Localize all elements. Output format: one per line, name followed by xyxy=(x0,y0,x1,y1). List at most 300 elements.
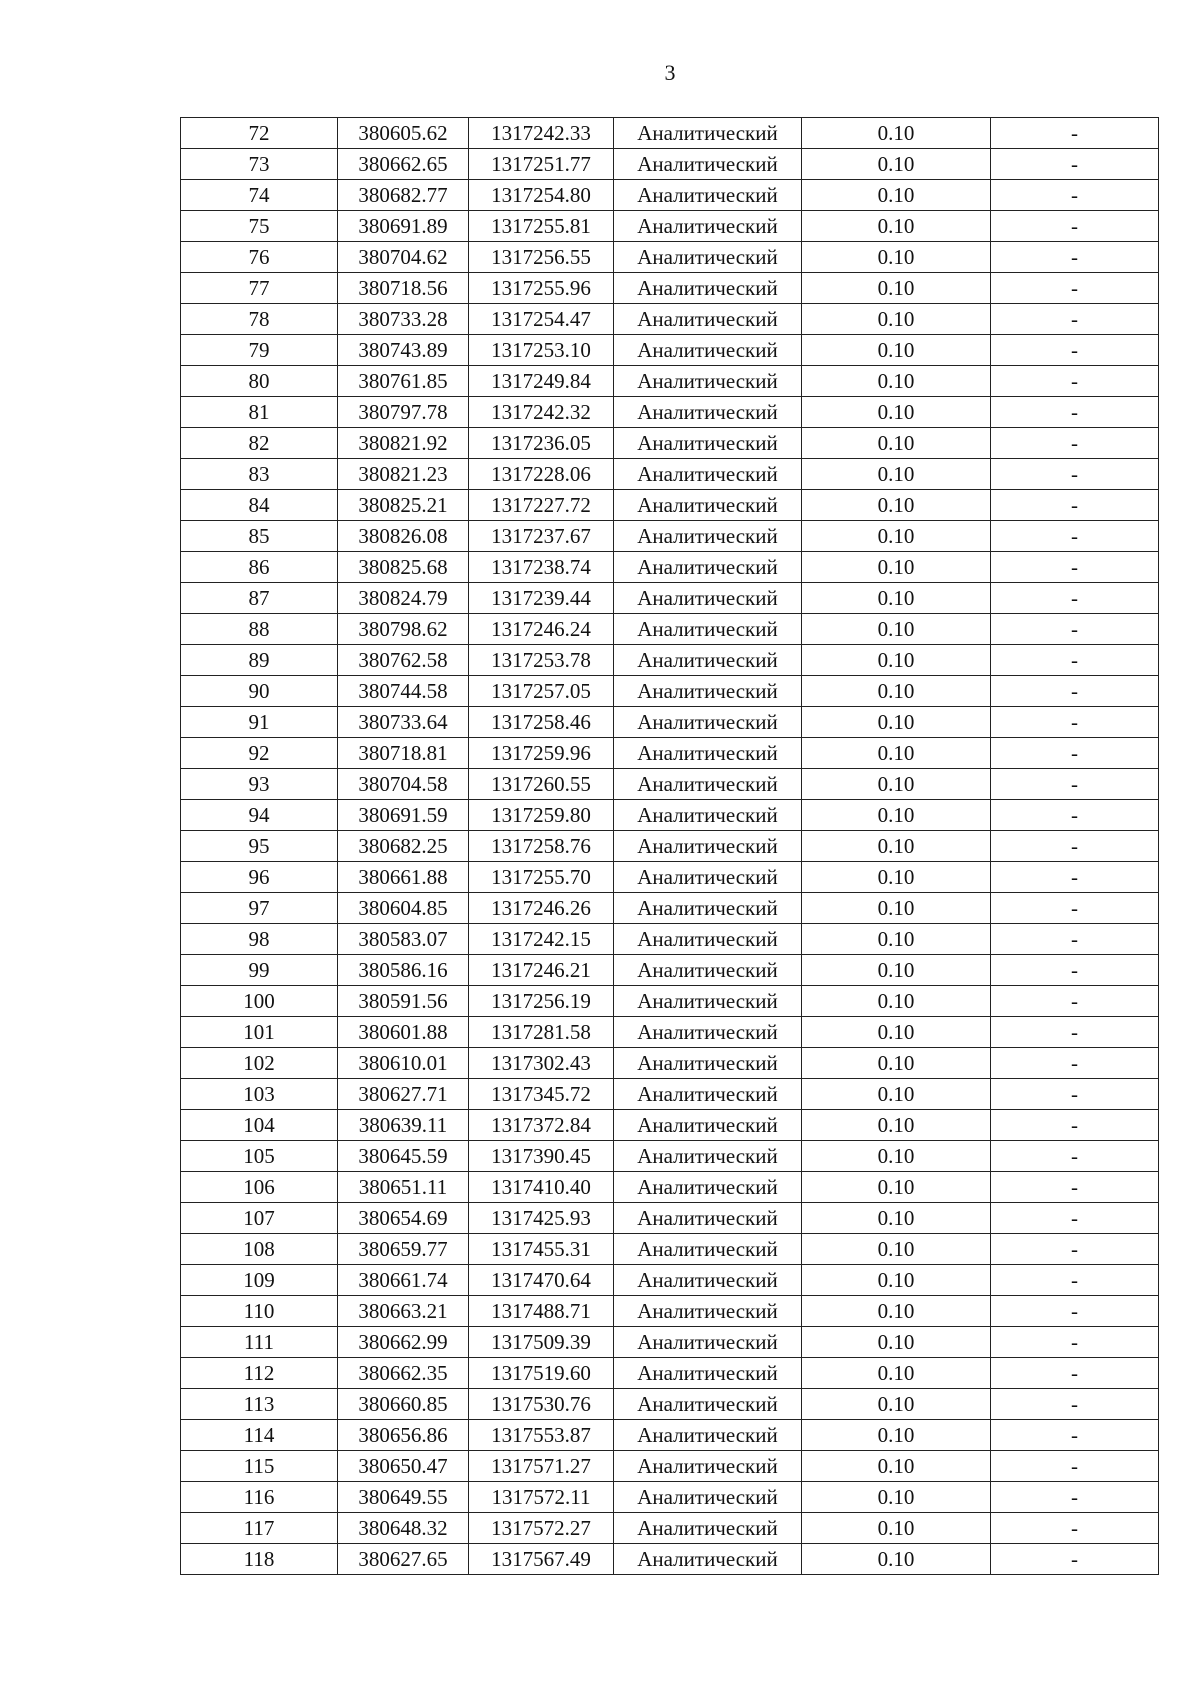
x-coordinate-cell: 380704.58 xyxy=(338,769,469,800)
point-number-cell: 80 xyxy=(181,366,338,397)
table-row xyxy=(181,862,1159,893)
method-cell: Аналитический xyxy=(614,924,802,955)
point-number-cell: 107 xyxy=(181,1203,338,1234)
method-cell: Аналитический xyxy=(614,1296,802,1327)
table-row xyxy=(181,366,1159,397)
point-number-cell: 84 xyxy=(181,490,338,521)
table-row xyxy=(181,800,1159,831)
accuracy-cell: 0.10 xyxy=(802,862,991,893)
y-coordinate-cell: 1317553.87 xyxy=(469,1420,614,1451)
accuracy-cell: 0.10 xyxy=(802,1389,991,1420)
table-row xyxy=(181,149,1159,180)
accuracy-cell: 0.10 xyxy=(802,955,991,986)
note-cell: - xyxy=(991,583,1159,614)
x-coordinate-cell: 380733.64 xyxy=(338,707,469,738)
accuracy-cell: 0.10 xyxy=(802,180,991,211)
y-coordinate-cell: 1317410.40 xyxy=(469,1172,614,1203)
y-coordinate-cell: 1317253.10 xyxy=(469,335,614,366)
x-coordinate-cell: 380649.55 xyxy=(338,1482,469,1513)
method-cell: Аналитический xyxy=(614,459,802,490)
point-number-cell: 88 xyxy=(181,614,338,645)
method-cell: Аналитический xyxy=(614,366,802,397)
point-number-cell: 97 xyxy=(181,893,338,924)
y-coordinate-cell: 1317345.72 xyxy=(469,1079,614,1110)
x-coordinate-cell: 380654.69 xyxy=(338,1203,469,1234)
note-cell: - xyxy=(991,552,1159,583)
note-cell: - xyxy=(991,1482,1159,1513)
note-cell: - xyxy=(991,1420,1159,1451)
accuracy-cell: 0.10 xyxy=(802,1296,991,1327)
accuracy-cell: 0.10 xyxy=(802,1451,991,1482)
method-cell: Аналитический xyxy=(614,1482,802,1513)
note-cell: - xyxy=(991,242,1159,273)
table-row xyxy=(181,1296,1159,1327)
y-coordinate-cell: 1317260.55 xyxy=(469,769,614,800)
point-number-cell: 77 xyxy=(181,273,338,304)
method-cell: Аналитический xyxy=(614,831,802,862)
table-row xyxy=(181,521,1159,552)
x-coordinate-cell: 380797.78 xyxy=(338,397,469,428)
table-row xyxy=(181,459,1159,490)
table-row xyxy=(181,1513,1159,1544)
point-number-cell: 91 xyxy=(181,707,338,738)
method-cell: Аналитический xyxy=(614,1234,802,1265)
accuracy-cell: 0.10 xyxy=(802,1048,991,1079)
accuracy-cell: 0.10 xyxy=(802,335,991,366)
note-cell: - xyxy=(991,118,1159,149)
table-row xyxy=(181,490,1159,521)
y-coordinate-cell: 1317256.19 xyxy=(469,986,614,1017)
y-coordinate-cell: 1317390.45 xyxy=(469,1141,614,1172)
y-coordinate-cell: 1317470.64 xyxy=(469,1265,614,1296)
x-coordinate-cell: 380639.11 xyxy=(338,1110,469,1141)
y-coordinate-cell: 1317372.84 xyxy=(469,1110,614,1141)
table-row xyxy=(181,1544,1159,1575)
accuracy-cell: 0.10 xyxy=(802,707,991,738)
accuracy-cell: 0.10 xyxy=(802,800,991,831)
x-coordinate-cell: 380648.32 xyxy=(338,1513,469,1544)
point-number-cell: 93 xyxy=(181,769,338,800)
table-row xyxy=(181,1141,1159,1172)
x-coordinate-cell: 380821.92 xyxy=(338,428,469,459)
point-number-cell: 86 xyxy=(181,552,338,583)
note-cell: - xyxy=(991,180,1159,211)
x-coordinate-cell: 380604.85 xyxy=(338,893,469,924)
note-cell: - xyxy=(991,366,1159,397)
method-cell: Аналитический xyxy=(614,1017,802,1048)
table-row xyxy=(181,1234,1159,1265)
point-number-cell: 73 xyxy=(181,149,338,180)
method-cell: Аналитический xyxy=(614,180,802,211)
x-coordinate-cell: 380583.07 xyxy=(338,924,469,955)
x-coordinate-cell: 380743.89 xyxy=(338,335,469,366)
method-cell: Аналитический xyxy=(614,1265,802,1296)
accuracy-cell: 0.10 xyxy=(802,924,991,955)
y-coordinate-cell: 1317258.46 xyxy=(469,707,614,738)
table-row xyxy=(181,707,1159,738)
x-coordinate-cell: 380650.47 xyxy=(338,1451,469,1482)
note-cell: - xyxy=(991,1079,1159,1110)
note-cell: - xyxy=(991,1513,1159,1544)
x-coordinate-cell: 380824.79 xyxy=(338,583,469,614)
method-cell: Аналитический xyxy=(614,521,802,552)
point-number-cell: 85 xyxy=(181,521,338,552)
table-row xyxy=(181,1327,1159,1358)
x-coordinate-cell: 380733.28 xyxy=(338,304,469,335)
y-coordinate-cell: 1317425.93 xyxy=(469,1203,614,1234)
y-coordinate-cell: 1317246.26 xyxy=(469,893,614,924)
table-row xyxy=(181,118,1159,149)
accuracy-cell: 0.10 xyxy=(802,583,991,614)
point-number-cell: 78 xyxy=(181,304,338,335)
method-cell: Аналитический xyxy=(614,1420,802,1451)
table-row xyxy=(181,676,1159,707)
x-coordinate-cell: 380661.88 xyxy=(338,862,469,893)
accuracy-cell: 0.10 xyxy=(802,831,991,862)
x-coordinate-cell: 380645.59 xyxy=(338,1141,469,1172)
point-number-cell: 99 xyxy=(181,955,338,986)
note-cell: - xyxy=(991,428,1159,459)
y-coordinate-cell: 1317246.24 xyxy=(469,614,614,645)
x-coordinate-cell: 380691.59 xyxy=(338,800,469,831)
y-coordinate-cell: 1317519.60 xyxy=(469,1358,614,1389)
note-cell: - xyxy=(991,521,1159,552)
x-coordinate-cell: 380718.81 xyxy=(338,738,469,769)
y-coordinate-cell: 1317242.33 xyxy=(469,118,614,149)
method-cell: Аналитический xyxy=(614,1048,802,1079)
accuracy-cell: 0.10 xyxy=(802,552,991,583)
note-cell: - xyxy=(991,1110,1159,1141)
x-coordinate-cell: 380656.86 xyxy=(338,1420,469,1451)
y-coordinate-cell: 1317455.31 xyxy=(469,1234,614,1265)
table-row xyxy=(181,211,1159,242)
table-row xyxy=(181,614,1159,645)
point-number-cell: 94 xyxy=(181,800,338,831)
y-coordinate-cell: 1317237.67 xyxy=(469,521,614,552)
table-row xyxy=(181,1265,1159,1296)
point-number-cell: 105 xyxy=(181,1141,338,1172)
table-row xyxy=(181,1048,1159,1079)
note-cell: - xyxy=(991,1451,1159,1482)
x-coordinate-cell: 380744.58 xyxy=(338,676,469,707)
x-coordinate-cell: 380825.68 xyxy=(338,552,469,583)
x-coordinate-cell: 380662.99 xyxy=(338,1327,469,1358)
note-cell: - xyxy=(991,397,1159,428)
x-coordinate-cell: 380610.01 xyxy=(338,1048,469,1079)
note-cell: - xyxy=(991,1048,1159,1079)
x-coordinate-cell: 380682.25 xyxy=(338,831,469,862)
method-cell: Аналитический xyxy=(614,583,802,614)
note-cell: - xyxy=(991,1172,1159,1203)
x-coordinate-cell: 380821.23 xyxy=(338,459,469,490)
table-row xyxy=(181,645,1159,676)
method-cell: Аналитический xyxy=(614,1358,802,1389)
y-coordinate-cell: 1317302.43 xyxy=(469,1048,614,1079)
y-coordinate-cell: 1317509.39 xyxy=(469,1327,614,1358)
accuracy-cell: 0.10 xyxy=(802,986,991,1017)
accuracy-cell: 0.10 xyxy=(802,1079,991,1110)
point-number-cell: 90 xyxy=(181,676,338,707)
point-number-cell: 115 xyxy=(181,1451,338,1482)
x-coordinate-cell: 380659.77 xyxy=(338,1234,469,1265)
table-row xyxy=(181,428,1159,459)
method-cell: Аналитический xyxy=(614,490,802,521)
note-cell: - xyxy=(991,1141,1159,1172)
table-row xyxy=(181,583,1159,614)
point-number-cell: 114 xyxy=(181,1420,338,1451)
note-cell: - xyxy=(991,707,1159,738)
table-row xyxy=(181,831,1159,862)
accuracy-cell: 0.10 xyxy=(802,1265,991,1296)
method-cell: Аналитический xyxy=(614,1327,802,1358)
accuracy-cell: 0.10 xyxy=(802,1544,991,1575)
x-coordinate-cell: 380662.65 xyxy=(338,149,469,180)
y-coordinate-cell: 1317254.80 xyxy=(469,180,614,211)
accuracy-cell: 0.10 xyxy=(802,1234,991,1265)
method-cell: Аналитический xyxy=(614,1172,802,1203)
accuracy-cell: 0.10 xyxy=(802,645,991,676)
table-row xyxy=(181,1482,1159,1513)
y-coordinate-cell: 1317254.47 xyxy=(469,304,614,335)
method-cell: Аналитический xyxy=(614,552,802,583)
x-coordinate-cell: 380682.77 xyxy=(338,180,469,211)
y-coordinate-cell: 1317572.11 xyxy=(469,1482,614,1513)
y-coordinate-cell: 1317246.21 xyxy=(469,955,614,986)
y-coordinate-cell: 1317227.72 xyxy=(469,490,614,521)
table-row xyxy=(181,397,1159,428)
note-cell: - xyxy=(991,800,1159,831)
method-cell: Аналитический xyxy=(614,1513,802,1544)
point-number-cell: 92 xyxy=(181,738,338,769)
method-cell: Аналитический xyxy=(614,304,802,335)
note-cell: - xyxy=(991,335,1159,366)
method-cell: Аналитический xyxy=(614,986,802,1017)
point-number-cell: 95 xyxy=(181,831,338,862)
note-cell: - xyxy=(991,304,1159,335)
table-row xyxy=(181,1358,1159,1389)
point-number-cell: 100 xyxy=(181,986,338,1017)
y-coordinate-cell: 1317258.76 xyxy=(469,831,614,862)
method-cell: Аналитический xyxy=(614,397,802,428)
note-cell: - xyxy=(991,1296,1159,1327)
method-cell: Аналитический xyxy=(614,614,802,645)
y-coordinate-cell: 1317238.74 xyxy=(469,552,614,583)
coordinates-table xyxy=(180,117,1159,1575)
accuracy-cell: 0.10 xyxy=(802,397,991,428)
method-cell: Аналитический xyxy=(614,1110,802,1141)
table-row xyxy=(181,986,1159,1017)
x-coordinate-cell: 380662.35 xyxy=(338,1358,469,1389)
note-cell: - xyxy=(991,614,1159,645)
note-cell: - xyxy=(991,459,1159,490)
y-coordinate-cell: 1317236.05 xyxy=(469,428,614,459)
table-row xyxy=(181,552,1159,583)
x-coordinate-cell: 380826.08 xyxy=(338,521,469,552)
y-coordinate-cell: 1317259.96 xyxy=(469,738,614,769)
note-cell: - xyxy=(991,676,1159,707)
method-cell: Аналитический xyxy=(614,1203,802,1234)
point-number-cell: 118 xyxy=(181,1544,338,1575)
table-row xyxy=(181,893,1159,924)
table-row xyxy=(181,1203,1159,1234)
point-number-cell: 117 xyxy=(181,1513,338,1544)
y-coordinate-cell: 1317530.76 xyxy=(469,1389,614,1420)
accuracy-cell: 0.10 xyxy=(802,521,991,552)
x-coordinate-cell: 380762.58 xyxy=(338,645,469,676)
method-cell: Аналитический xyxy=(614,1451,802,1482)
accuracy-cell: 0.10 xyxy=(802,149,991,180)
table-row xyxy=(181,924,1159,955)
x-coordinate-cell: 380586.16 xyxy=(338,955,469,986)
table-row xyxy=(181,769,1159,800)
note-cell: - xyxy=(991,1203,1159,1234)
x-coordinate-cell: 380601.88 xyxy=(338,1017,469,1048)
y-coordinate-cell: 1317255.81 xyxy=(469,211,614,242)
method-cell: Аналитический xyxy=(614,1389,802,1420)
x-coordinate-cell: 380663.21 xyxy=(338,1296,469,1327)
page-number: 3 xyxy=(664,60,676,85)
method-cell: Аналитический xyxy=(614,645,802,676)
accuracy-cell: 0.10 xyxy=(802,1110,991,1141)
accuracy-cell: 0.10 xyxy=(802,1203,991,1234)
accuracy-cell: 0.10 xyxy=(802,1141,991,1172)
point-number-cell: 72 xyxy=(181,118,338,149)
point-number-cell: 110 xyxy=(181,1296,338,1327)
y-coordinate-cell: 1317239.44 xyxy=(469,583,614,614)
point-number-cell: 81 xyxy=(181,397,338,428)
y-coordinate-cell: 1317253.78 xyxy=(469,645,614,676)
method-cell: Аналитический xyxy=(614,335,802,366)
table-row xyxy=(181,180,1159,211)
method-cell: Аналитический xyxy=(614,862,802,893)
y-coordinate-cell: 1317256.55 xyxy=(469,242,614,273)
x-coordinate-cell: 380761.85 xyxy=(338,366,469,397)
point-number-cell: 79 xyxy=(181,335,338,366)
note-cell: - xyxy=(991,986,1159,1017)
x-coordinate-cell: 380704.62 xyxy=(338,242,469,273)
accuracy-cell: 0.10 xyxy=(802,118,991,149)
method-cell: Аналитический xyxy=(614,273,802,304)
note-cell: - xyxy=(991,273,1159,304)
table-row xyxy=(181,335,1159,366)
accuracy-cell: 0.10 xyxy=(802,1358,991,1389)
y-coordinate-cell: 1317281.58 xyxy=(469,1017,614,1048)
point-number-cell: 106 xyxy=(181,1172,338,1203)
note-cell: - xyxy=(991,1544,1159,1575)
accuracy-cell: 0.10 xyxy=(802,614,991,645)
note-cell: - xyxy=(991,924,1159,955)
x-coordinate-cell: 380627.71 xyxy=(338,1079,469,1110)
y-coordinate-cell: 1317242.15 xyxy=(469,924,614,955)
method-cell: Аналитический xyxy=(614,428,802,459)
note-cell: - xyxy=(991,1389,1159,1420)
table-row xyxy=(181,1079,1159,1110)
method-cell: Аналитический xyxy=(614,1141,802,1172)
accuracy-cell: 0.10 xyxy=(802,893,991,924)
x-coordinate-cell: 380627.65 xyxy=(338,1544,469,1575)
x-coordinate-cell: 380660.85 xyxy=(338,1389,469,1420)
method-cell: Аналитический xyxy=(614,118,802,149)
table-row xyxy=(181,1017,1159,1048)
method-cell: Аналитический xyxy=(614,242,802,273)
point-number-cell: 83 xyxy=(181,459,338,490)
point-number-cell: 109 xyxy=(181,1265,338,1296)
method-cell: Аналитический xyxy=(614,1544,802,1575)
x-coordinate-cell: 380825.21 xyxy=(338,490,469,521)
table-row xyxy=(181,273,1159,304)
accuracy-cell: 0.10 xyxy=(802,273,991,304)
point-number-cell: 112 xyxy=(181,1358,338,1389)
note-cell: - xyxy=(991,149,1159,180)
accuracy-cell: 0.10 xyxy=(802,490,991,521)
note-cell: - xyxy=(991,893,1159,924)
accuracy-cell: 0.10 xyxy=(802,1172,991,1203)
table-row xyxy=(181,1451,1159,1482)
accuracy-cell: 0.10 xyxy=(802,1327,991,1358)
table-row xyxy=(181,1110,1159,1141)
table-body xyxy=(181,118,1159,1575)
x-coordinate-cell: 380591.56 xyxy=(338,986,469,1017)
method-cell: Аналитический xyxy=(614,893,802,924)
note-cell: - xyxy=(991,738,1159,769)
y-coordinate-cell: 1317488.71 xyxy=(469,1296,614,1327)
table-row xyxy=(181,955,1159,986)
table-row xyxy=(181,242,1159,273)
method-cell: Аналитический xyxy=(614,738,802,769)
point-number-cell: 101 xyxy=(181,1017,338,1048)
accuracy-cell: 0.10 xyxy=(802,242,991,273)
accuracy-cell: 0.10 xyxy=(802,428,991,459)
x-coordinate-cell: 380718.56 xyxy=(338,273,469,304)
point-number-cell: 82 xyxy=(181,428,338,459)
method-cell: Аналитический xyxy=(614,769,802,800)
accuracy-cell: 0.10 xyxy=(802,211,991,242)
point-number-cell: 89 xyxy=(181,645,338,676)
point-number-cell: 103 xyxy=(181,1079,338,1110)
x-coordinate-cell: 380651.11 xyxy=(338,1172,469,1203)
x-coordinate-cell: 380798.62 xyxy=(338,614,469,645)
note-cell: - xyxy=(991,1327,1159,1358)
y-coordinate-cell: 1317249.84 xyxy=(469,366,614,397)
note-cell: - xyxy=(991,831,1159,862)
note-cell: - xyxy=(991,1017,1159,1048)
point-number-cell: 96 xyxy=(181,862,338,893)
method-cell: Аналитический xyxy=(614,800,802,831)
y-coordinate-cell: 1317257.05 xyxy=(469,676,614,707)
accuracy-cell: 0.10 xyxy=(802,1513,991,1544)
accuracy-cell: 0.10 xyxy=(802,1017,991,1048)
y-coordinate-cell: 1317572.27 xyxy=(469,1513,614,1544)
note-cell: - xyxy=(991,211,1159,242)
accuracy-cell: 0.10 xyxy=(802,366,991,397)
point-number-cell: 111 xyxy=(181,1327,338,1358)
method-cell: Аналитический xyxy=(614,211,802,242)
y-coordinate-cell: 1317567.49 xyxy=(469,1544,614,1575)
table-row xyxy=(181,1389,1159,1420)
note-cell: - xyxy=(991,1265,1159,1296)
method-cell: Аналитический xyxy=(614,676,802,707)
accuracy-cell: 0.10 xyxy=(802,738,991,769)
point-number-cell: 98 xyxy=(181,924,338,955)
note-cell: - xyxy=(991,769,1159,800)
x-coordinate-cell: 380661.74 xyxy=(338,1265,469,1296)
point-number-cell: 102 xyxy=(181,1048,338,1079)
accuracy-cell: 0.10 xyxy=(802,1482,991,1513)
point-number-cell: 87 xyxy=(181,583,338,614)
y-coordinate-cell: 1317255.96 xyxy=(469,273,614,304)
accuracy-cell: 0.10 xyxy=(802,304,991,335)
note-cell: - xyxy=(991,955,1159,986)
